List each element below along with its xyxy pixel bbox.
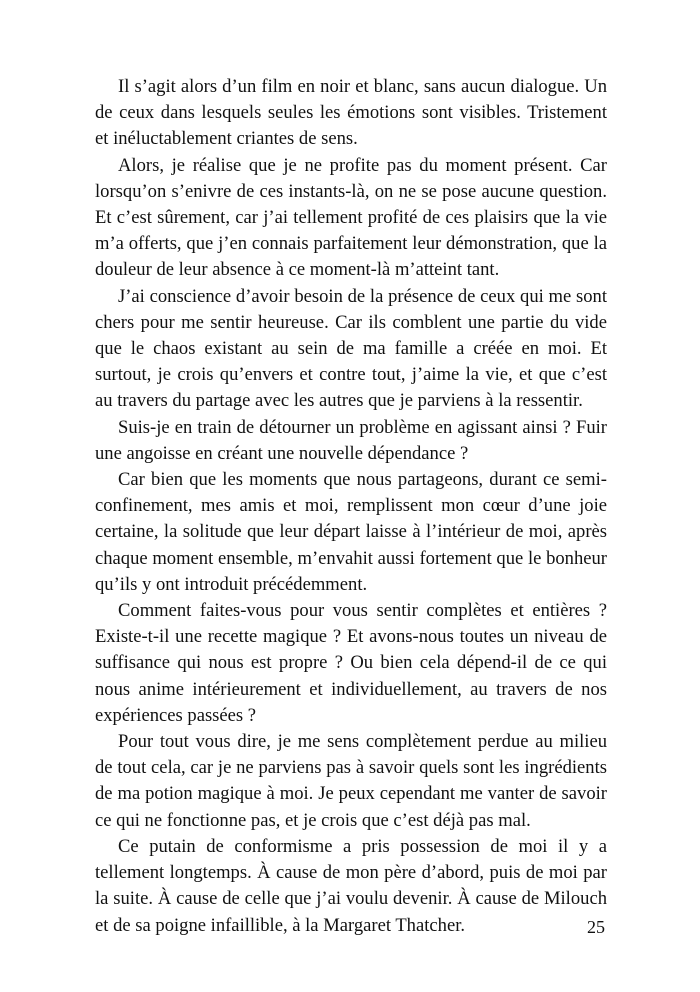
page-number: 25: [587, 917, 605, 937]
paragraph-6: Comment faites-vous pour vous sentir complètes et entières ? Existe-t-il une recette magique ? Et avons-nous toutes un niveau de suffisance qui nous est propre ? Ou bien cela dépend-il de ce qui nous anime intérieurement et individuellement, au travers de nos expériences passées ?: [95, 600, 607, 726]
body-text: [95, 74, 607, 939]
paragraph-7: Pour tout vous dire, je me sens complètement perdue au milieu de tout cela, car je ne parviens pas à savoir quels sont les ingrédients de ma potion magique à moi. Je peux cependant me vanter de savoir ce qui ne fonctionne pas, et je crois que c’est déjà pas mal.: [95, 731, 607, 831]
paragraph-3: J’ai conscience d’avoir besoin de la présence de ceux qui me sont chers pour me sentir heureuse. Car ils comblent une partie du vide que le chaos existant au sein de ma famille a créée en moi. Et surtout, je crois qu’envers et contre tout, j’aime la vie, et que c’est au travers du partage avec les autres que je parviens à la ressentir.: [95, 285, 607, 412]
paragraph-1: Il s’agit alors d’un film en noir et blanc, sans aucun dialogue. Un de ceux dans lesquels seules les émotions sont visibles. Tristement et inéluctablement criantes de sens.: [95, 76, 607, 150]
paragraph-5: Car bien que les moments que nous partageons, durant ce semi-confinement, mes amis et moi, remplissent mon cœur d’une joie certaine, la solitude que leur départ laisse à l’intérieur de moi, après chaque moment ensemble, m’envahit aussi fortement que le bonheur qu’ils y ont introduit précédemment.: [95, 469, 607, 595]
paragraph-8: Ce putain de conformisme a pris possession de moi il y a tellement longtemps. À cause de mon père d’abord, puis de moi par la suite. À cause de celle que j’ai voulu devenir. À cause de Milouch et de sa poigne infaillible, à la Margaret Thatcher.: [95, 835, 607, 936]
paragraph-2: Alors, je réalise que je ne profite pas du moment présent. Car lorsqu’on s’enivre de ces instants-là, on ne se pose aucune question. Et c’est sûrement, car j’ai tellement profité de ces plaisirs que la vie m’a offerts, que j’en connais parfaitement leur démonstration, que la douleur de leur absence à ce moment-là m’atteint tant.: [95, 154, 607, 281]
paragraph-4: Suis-je en train de détourner un problème en agissant ainsi ? Fuir une angoisse en créant une nouvelle dépendance ?: [95, 416, 607, 464]
